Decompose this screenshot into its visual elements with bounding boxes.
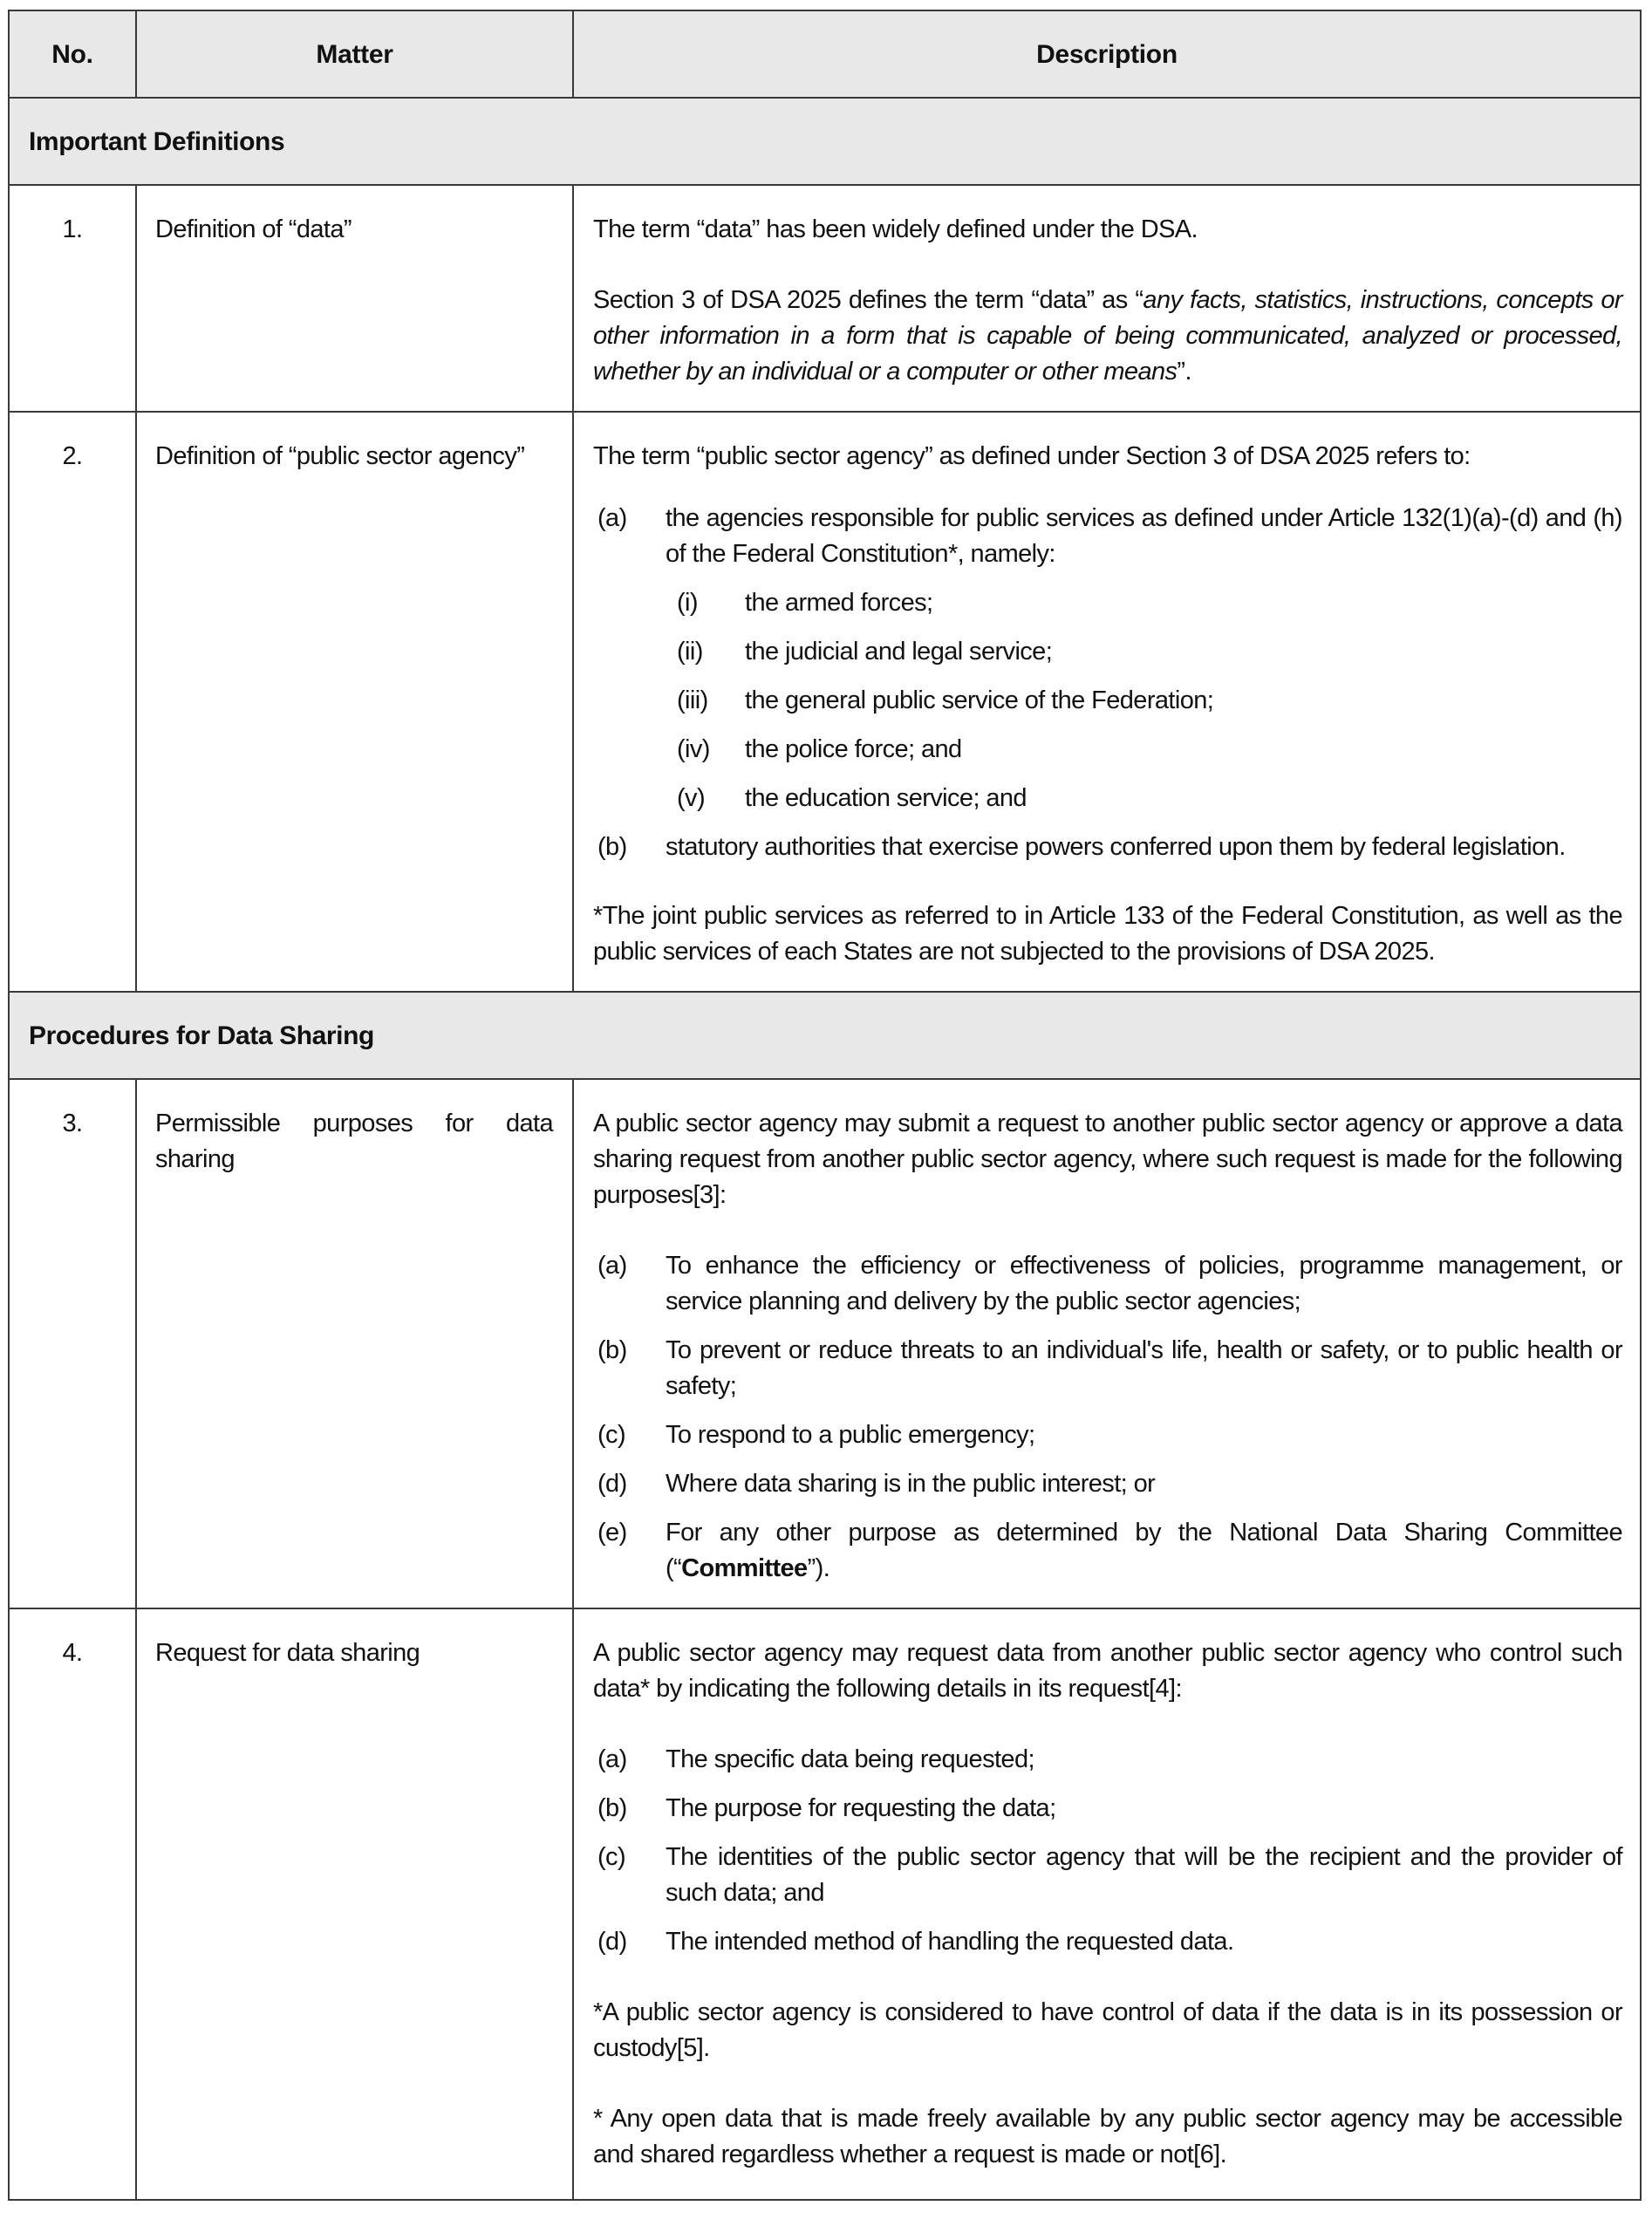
list-label: (b) <box>597 1794 627 1822</box>
description-paragraph: A public sector agency may submit a request to another public sector agency or approve a data sharing request from another public sector agency, where such request is made for the following purposes[3]: <box>593 1110 1622 1209</box>
row-matter: Definition of “public sector agency” <box>136 412 573 992</box>
row-description <box>573 412 1641 992</box>
list-item <box>593 1840 1622 1911</box>
list-label: (a) <box>597 1745 627 1773</box>
text-run: ”). <box>807 1554 830 1582</box>
list-text: To prevent or reduce threats to an individual's life, health or safety, or to public health or safety; <box>666 1336 1622 1400</box>
list-item <box>593 1924 1622 1960</box>
sub-list-item <box>593 781 1622 816</box>
table-row <box>9 412 1641 992</box>
list-text: statutory authorities that exercise powers conferred upon them by federal legislation. <box>666 833 1566 861</box>
list-label: (a) <box>597 1252 627 1280</box>
list-text <box>666 1515 1622 1587</box>
header-matter: Matter <box>136 10 573 98</box>
table-row <box>9 1079 1641 1608</box>
list-label: (iii) <box>677 686 708 714</box>
list-label: (v) <box>677 784 706 812</box>
list-text: the judicial and legal service; <box>745 638 1053 666</box>
list-label: (ii) <box>677 638 703 666</box>
list-label: (c) <box>597 1421 626 1449</box>
header-description: Description <box>573 10 1641 98</box>
text-run: Section 3 of DSA 2025 defines the term “data” as “ <box>593 286 1143 314</box>
list-label: (e) <box>597 1519 627 1547</box>
list-item <box>593 1333 1622 1404</box>
list-label: (d) <box>597 1928 627 1956</box>
list-text: The intended method of handling the requested data. <box>666 1928 1234 1956</box>
row-description <box>573 185 1641 412</box>
table-header-row <box>9 10 1641 98</box>
list-item <box>593 1791 1622 1827</box>
section-title: Procedures for Data Sharing <box>9 992 1641 1079</box>
list-label: (b) <box>597 1336 627 1364</box>
row-number: 3. <box>9 1079 136 1608</box>
list-text: To respond to a public emergency; <box>666 1421 1035 1449</box>
list-text: the general public service of the Federation; <box>745 686 1214 714</box>
row-number: 2. <box>9 412 136 992</box>
list-text: The purpose for requesting the data; <box>666 1794 1056 1822</box>
table-row <box>9 1608 1641 2200</box>
description-paragraph: A public sector agency may request data from another public sector agency who control such data* by indicating the following details in its request[4]: <box>593 1639 1622 1703</box>
description-paragraph: The term “data” has been widely defined under the DSA. <box>593 215 1198 243</box>
row-matter: Permissible purposes for data sharing <box>136 1079 573 1608</box>
list-item <box>593 501 1622 572</box>
header-no: No. <box>9 10 136 98</box>
list-item <box>593 1417 1622 1453</box>
list-text: the agencies responsible for public services as defined under Article 132(1)(a)-(d) and (h) of the Federal Constitution*, namely: <box>666 504 1622 568</box>
list-item <box>593 830 1622 865</box>
list-label: (iv) <box>677 735 710 763</box>
list-text: The identities of the public sector agency that will be the recipient and the provider of such data; and <box>666 1843 1622 1907</box>
list-text: the armed forces; <box>745 589 933 617</box>
list-item <box>593 1466 1622 1502</box>
section-title: Important Definitions <box>9 98 1641 185</box>
list-label: (d) <box>597 1470 627 1498</box>
list-item <box>593 1515 1622 1587</box>
section-row <box>9 992 1641 1079</box>
footnote: * Any open data that is made freely available by any public sector agency may be accessible and shared regardless whether a request is made or not[6]. <box>593 2105 1622 2168</box>
row-description <box>573 1079 1641 1608</box>
defined-term: Committee <box>681 1554 808 1582</box>
list-label: (b) <box>597 833 627 861</box>
sub-list-item <box>593 634 1622 670</box>
row-description <box>573 1608 1641 2200</box>
list-label: (a) <box>597 504 627 532</box>
row-matter: Request for data sharing <box>136 1608 573 2200</box>
list-label: (c) <box>597 1843 626 1871</box>
description-paragraph: The term “public sector agency” as defined under Section 3 of DSA 2025 refers to: <box>593 442 1471 470</box>
description-paragraph <box>593 283 1622 390</box>
row-matter: Definition of “data” <box>136 185 573 412</box>
text-run: For any other purpose as determined by the National Data Sharing Committee (“ <box>666 1519 1622 1582</box>
data-sharing-table <box>8 10 1642 2201</box>
list-item <box>593 1742 1622 1778</box>
sub-list-item <box>593 732 1622 768</box>
list-text: the education service; and <box>745 784 1027 812</box>
sub-list-item <box>593 683 1622 719</box>
list-text: the police force; and <box>745 735 962 763</box>
text-run: ”. <box>1177 358 1191 386</box>
table-row <box>9 185 1641 412</box>
quoted-definition: any facts, statistics, instructions, concepts or other information in a form that is capable of being communicated, analyzed or processed, whether by an individual or a computer or other means <box>593 286 1622 386</box>
list-text: The specific data being requested; <box>666 1745 1034 1773</box>
sub-list-item <box>593 585 1622 621</box>
list-label: (i) <box>677 589 698 617</box>
footnote: *A public sector agency is considered to have control of data if the data is in its possession or custody[5]. <box>593 1998 1622 2062</box>
section-row <box>9 98 1641 185</box>
list-text: To enhance the efficiency or effectiveness of policies, programme management, or service planning and delivery by the public sector agencies; <box>666 1252 1622 1315</box>
footnote: *The joint public services as referred to in Article 133 of the Federal Constitution, as well as the public services of each States are not subjected to the provisions of DSA 2025. <box>593 902 1622 966</box>
list-item <box>593 1248 1622 1320</box>
list-text: Where data sharing is in the public interest; or <box>666 1470 1156 1498</box>
row-number: 4. <box>9 1608 136 2200</box>
row-number: 1. <box>9 185 136 412</box>
